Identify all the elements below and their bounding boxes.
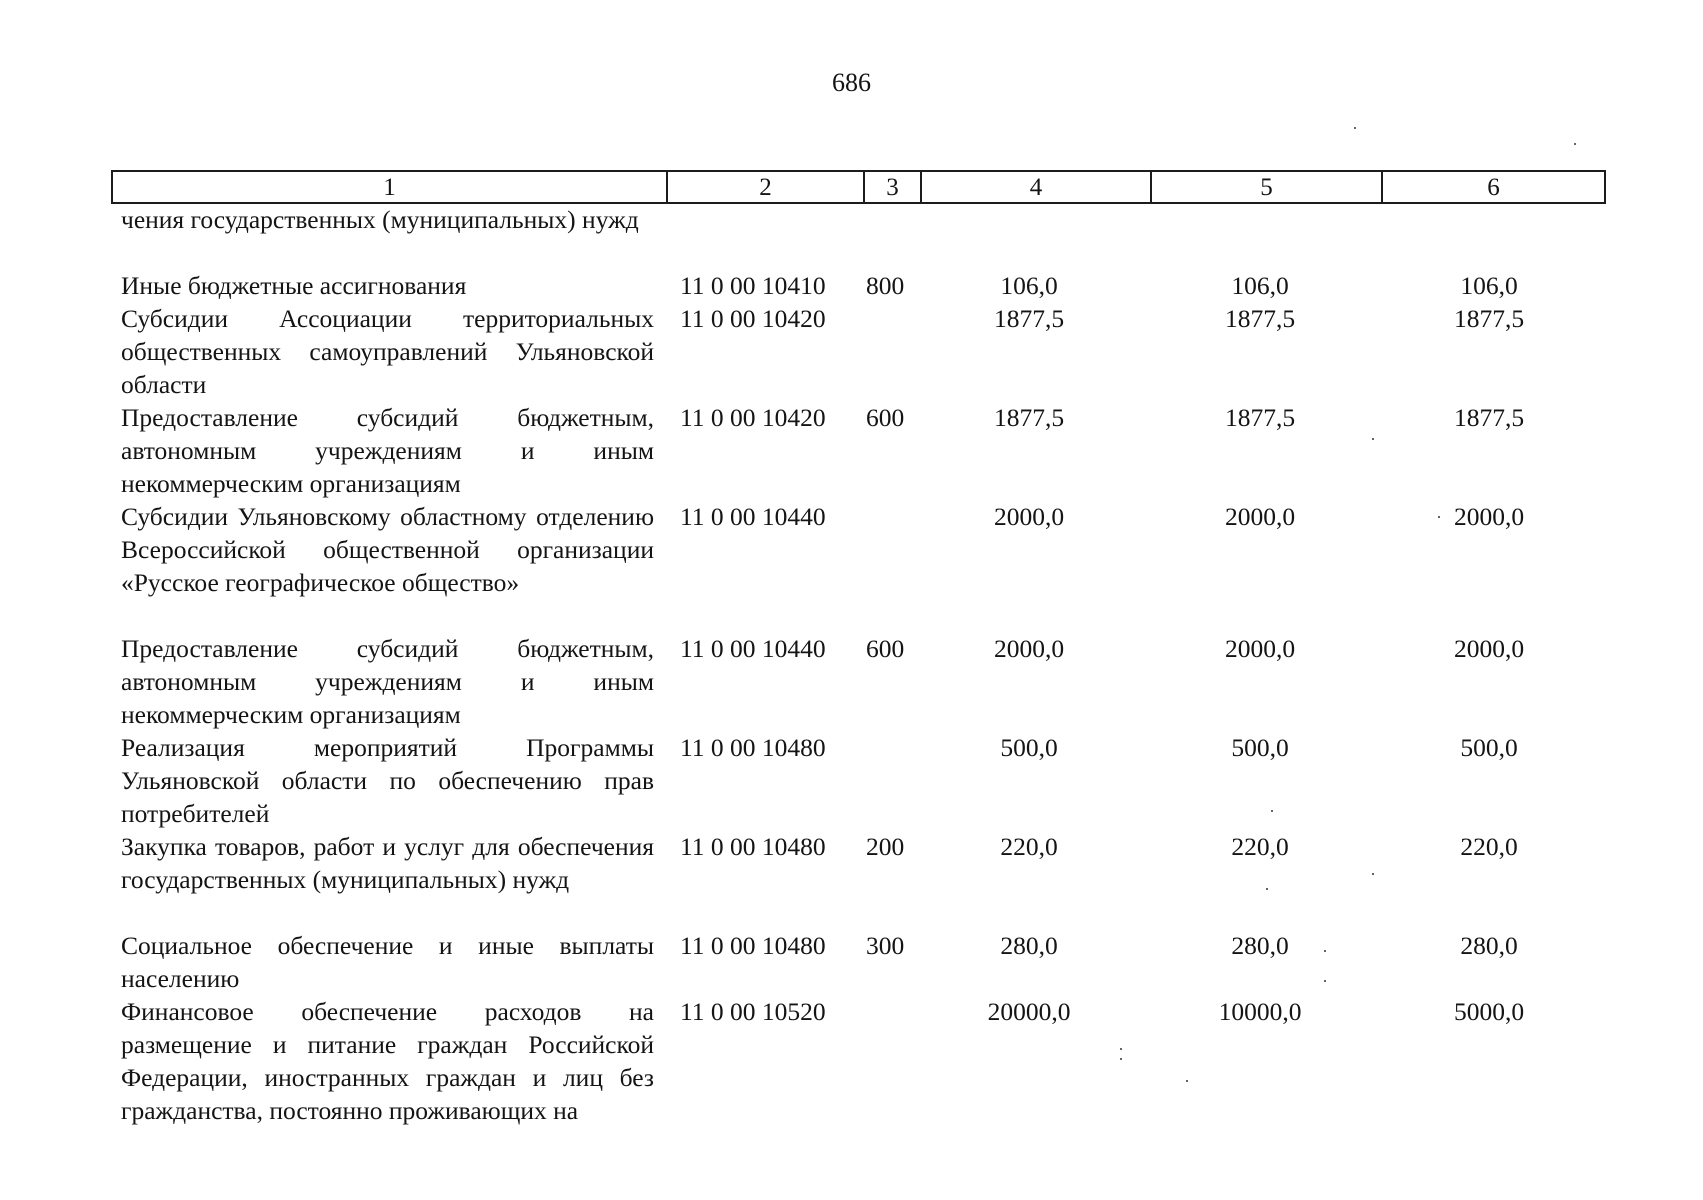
row-value-col5: 280,0 bbox=[1231, 931, 1289, 960]
row-value-col4: 1877,5 bbox=[993, 304, 1065, 333]
row-value-col6: 1877,5 bbox=[1453, 403, 1525, 432]
scan-speck bbox=[1438, 516, 1440, 518]
row-name: Предоставление субсидий бюджетным, автономным учреждениям и иным некоммерческим организациям bbox=[121, 634, 654, 729]
scan-speck bbox=[1120, 1048, 1122, 1050]
row-code: 11 0 00 10440 bbox=[680, 634, 826, 663]
row-value-col6: 5000,0 bbox=[1453, 997, 1525, 1026]
row-value-col5: 2000,0 bbox=[1224, 502, 1296, 531]
row-value-col5: 220,0 bbox=[1231, 832, 1289, 861]
row-value-col6: 106,0 bbox=[1460, 271, 1518, 300]
scan-speck bbox=[1324, 980, 1326, 982]
row-name: Субсидии Ульяновскому областному отделению Всероссийской общественной организации «Русское географическое общество» bbox=[121, 502, 654, 597]
row-value-col6: 220,0 bbox=[1460, 832, 1518, 861]
row-expense-type: 300 bbox=[866, 931, 905, 960]
row-code: 11 0 00 10420 bbox=[680, 403, 826, 432]
row-value-col5: 1877,5 bbox=[1224, 304, 1296, 333]
row-value-col4: 1877,5 bbox=[993, 403, 1065, 432]
row-value-col6: 500,0 bbox=[1460, 733, 1518, 762]
row-value-col5: 1877,5 bbox=[1224, 403, 1296, 432]
row-value-col4: 500,0 bbox=[1000, 733, 1058, 762]
row-code: 11 0 00 10410 bbox=[680, 271, 826, 300]
header-col-3: 3 bbox=[865, 172, 922, 202]
row-name: Субсидии Ассоциации территориальных общественных самоуправлений Ульяновской области bbox=[121, 304, 654, 399]
header-col-1: 1 bbox=[113, 172, 668, 202]
row-name: Реализация мероприятий Программы Ульяновской области по обеспечению прав потребителей bbox=[121, 733, 654, 828]
row-value-col5: 10000,0 bbox=[1218, 997, 1302, 1026]
row-value-col5: 106,0 bbox=[1231, 271, 1289, 300]
row-value-col4: 2000,0 bbox=[993, 502, 1065, 531]
row-name: Закупка товаров, работ и услуг для обеспечения государственных (муниципальных) нужд bbox=[121, 832, 654, 894]
header-col-6: 6 bbox=[1487, 174, 1500, 201]
row-name: Иные бюджетные ассигнования bbox=[121, 271, 467, 300]
scan-speck bbox=[1324, 950, 1326, 952]
scan-speck bbox=[1574, 143, 1576, 145]
row-value-col5: 500,0 bbox=[1231, 733, 1289, 762]
page-number: 686 bbox=[832, 68, 871, 97]
row-name: чения государственных (муниципальных) нужд bbox=[121, 205, 639, 234]
row-code: 11 0 00 10420 bbox=[680, 304, 826, 333]
row-value-col5: 2000,0 bbox=[1224, 634, 1296, 663]
row-name: Социальное обеспечение и иные выплаты населению bbox=[121, 931, 654, 993]
row-name: Предоставление субсидий бюджетным, автономным учреждениям и иным некоммерческим организациям bbox=[121, 403, 654, 498]
row-expense-type: 800 bbox=[866, 271, 905, 300]
row-value-col4: 2000,0 bbox=[993, 634, 1065, 663]
row-value-col4: 280,0 bbox=[1000, 931, 1058, 960]
row-code: 11 0 00 10480 bbox=[680, 931, 826, 960]
header-col-2: 2 bbox=[668, 172, 865, 202]
row-value-col6: 280,0 bbox=[1460, 931, 1518, 960]
header-col-4: 4 bbox=[922, 172, 1152, 202]
scan-speck bbox=[1354, 127, 1356, 129]
row-code: 11 0 00 10480 bbox=[680, 832, 826, 861]
scan-speck bbox=[1372, 873, 1374, 875]
table-header bbox=[111, 170, 1606, 204]
row-expense-type: 600 bbox=[866, 403, 905, 432]
header-col-5: 5 bbox=[1152, 172, 1383, 202]
scan-speck bbox=[1271, 810, 1273, 812]
row-value-col4: 106,0 bbox=[1000, 271, 1058, 300]
row-value-col4: 20000,0 bbox=[987, 997, 1071, 1026]
scan-speck bbox=[1372, 438, 1374, 440]
row-value-col4: 220,0 bbox=[1000, 832, 1058, 861]
row-code: 11 0 00 10480 bbox=[680, 733, 826, 762]
row-expense-type: 200 bbox=[866, 832, 905, 861]
row-value-col6: 2000,0 bbox=[1453, 502, 1525, 531]
scan-speck bbox=[1266, 888, 1268, 890]
row-code: 11 0 00 10440 bbox=[680, 502, 826, 531]
scan-speck bbox=[1120, 1058, 1122, 1060]
row-value-col6: 1877,5 bbox=[1453, 304, 1525, 333]
scan-speck bbox=[1186, 1080, 1188, 1082]
row-expense-type: 600 bbox=[866, 634, 905, 663]
row-code: 11 0 00 10520 bbox=[680, 997, 826, 1026]
row-value-col6: 2000,0 bbox=[1453, 634, 1525, 663]
row-name: Финансовое обеспечение расходов на размещение и питание граждан Российской Федерации, иностранных граждан и лиц без гражданства, постоянно проживающих на bbox=[121, 997, 654, 1125]
